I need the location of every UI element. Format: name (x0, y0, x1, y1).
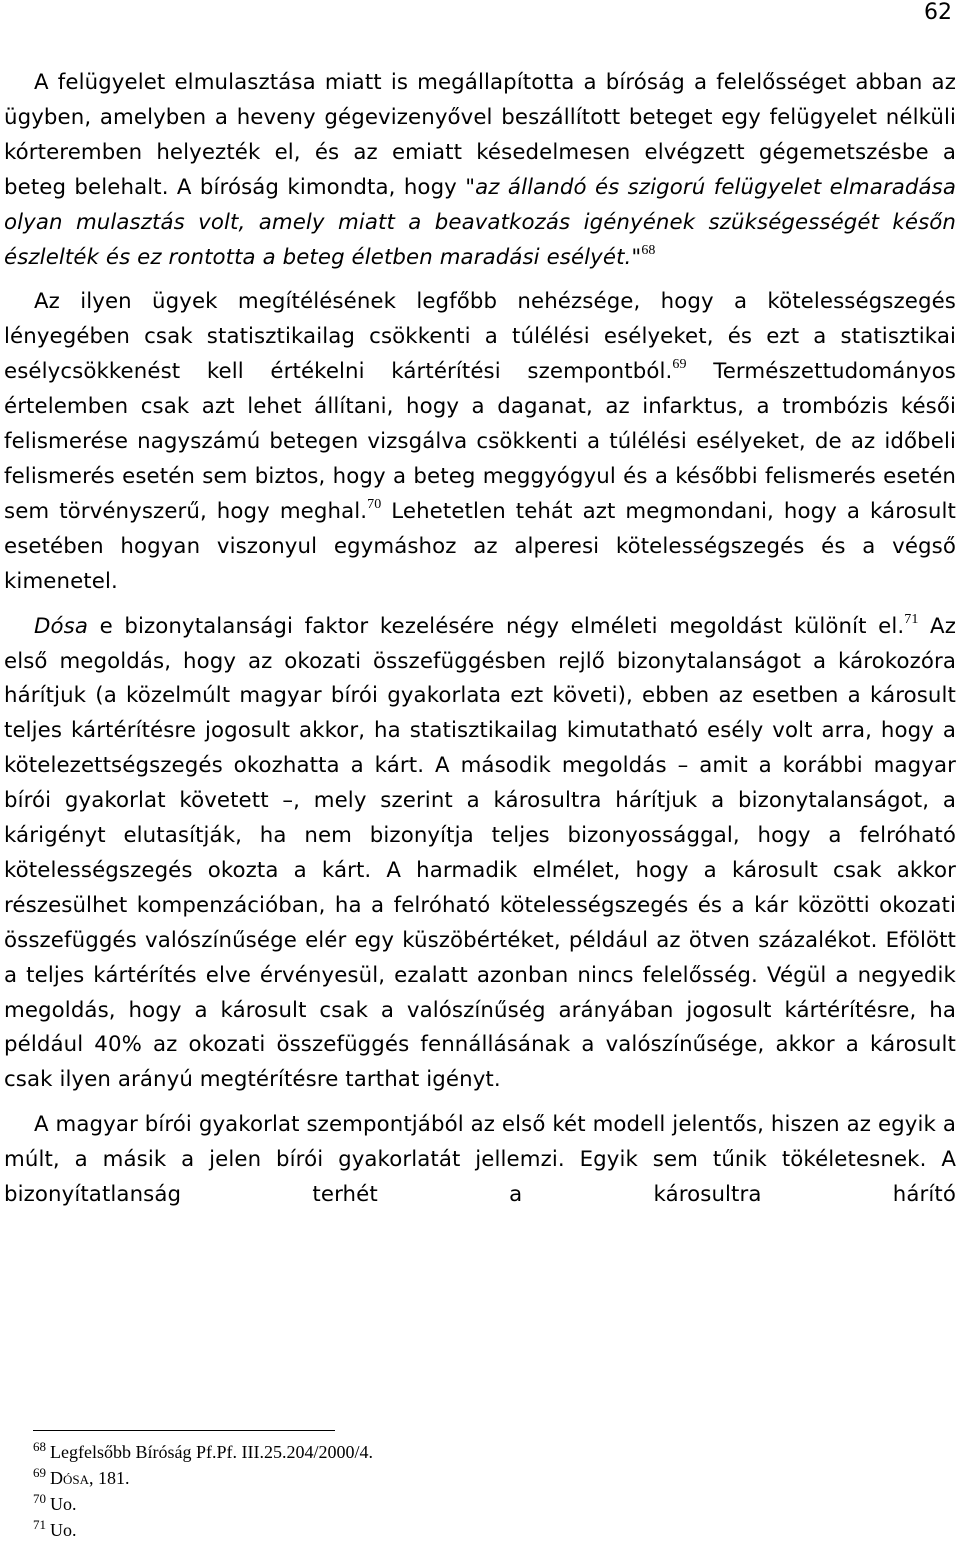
footnote-separator (33, 1430, 335, 1431)
paragraph-2-text-c: Lehetetlen tehát azt megmondani, hogy a károsult esetében hogyan viszonyul egymáshoz az alperesi kötelességszegés és a végső kimenetel. (4, 498, 956, 594)
footnote-number: 68 (33, 1439, 46, 1454)
page-number: 62 (924, 0, 952, 25)
paragraph-2-text-b: Természettudományos értelemben csak azt lehet állítani, hogy a daganat, az infarktus, a trombózis késői felismerése nagyszámú betegen vizsgálva csökkenti a túlélési esélyeket, de az időbeli felismerés esetén sem biztos, hogy a beteg meggyógyul és a későbbi felismerés esetén sem törvényszerű, hogy meghal. (4, 359, 957, 524)
footnote-71 (33, 1518, 833, 1544)
paragraph-2 (4, 285, 956, 599)
footnote-text: Uo. (50, 1520, 77, 1540)
footnotes (33, 1440, 833, 1544)
footnote-68 (33, 1440, 833, 1466)
court-quote: az állandó és szigorú felügyelet elmaradása olyan mulasztás volt, amely miatt a beavatkozás igényének szükségességét későn észlelték és ez rontotta a beteg életben maradási esélyét. (4, 174, 957, 270)
footnote-text: Uo. (50, 1494, 77, 1514)
footnote-ref-69[interactable]: 69 (672, 357, 687, 373)
footnote-ref-70[interactable]: 70 (367, 496, 382, 512)
body-text (4, 66, 956, 1213)
footnote-text: Legfelsőbb Bíróság Pf.Pf. III.25.204/2000/4. (50, 1442, 373, 1462)
footnote-text: , 181. (89, 1468, 130, 1488)
paragraph-4 (4, 1108, 956, 1213)
paragraph-4-text: A magyar bírói gyakorlat szempontjából az első két modell jelentős, hiszen az egyik a múlt, a másik a jelen bírói gyakorlatát jellemzi. Egyik sem tűnik tökéletesnek. A bizonyítatlanság terhét a károsultra hárító (4, 1112, 956, 1208)
footnote-number: 70 (33, 1491, 46, 1506)
paragraph-3 (4, 610, 956, 1099)
paragraph-2-text-a: Az ilyen ügyek megítélésének legfőbb nehézsége, hogy a kötelességszegés lényegében csak statisztikailag csökkenti a túlélési esélyeket, és ezt a statisztikai esélycsökkenést kell értékelni kártérítési szempontból. (4, 289, 956, 385)
paragraph-1-text: A felügyelet elmulasztása miatt is megállapította a bíróság a felelősséget abban az ügyben, amelyben a heveny gégevizenyővel beszállított beteget egy felügyelet nélküli kórteremben helyezték el, és az emiatt késedelmesen elvégzett gégemetszésbe a beteg belehalt. A bíróság kimondta, hogy " (4, 70, 956, 200)
footnote-number: 69 (33, 1465, 46, 1480)
footnote-69 (33, 1466, 833, 1492)
footnote-ref-71[interactable]: 71 (904, 611, 919, 627)
paragraph-1 (4, 66, 956, 275)
footnote-author: Dósa (50, 1468, 90, 1488)
footnote-ref-68[interactable]: 68 (641, 242, 656, 258)
paragraph-3-text-a: e bizonytalansági faktor kezelésére négy elméleti megoldást különít el. (87, 613, 905, 639)
paragraph-3-text-b: Az első megoldás, hogy az okozati összefüggésben rejlő bizonytalanságot a károkozóra hárítjuk (a közelmúlt magyar bírói gyakorlata ezt követi), ebben az esetben a károsult teljes kártérítésre jogosult akkor, ha statisztikailag kimutatható esély volt arra, hogy a kötelezettségszegés okozhatta a kárt. A második megoldás – amit a korábbi magyar bírói gyakorlat követett –, mely szerint a károsultra hárítjuk a bizonytalanságot, a kárigényt elutasítják, ha nem bizonyítja teljes bizonyossággal, hogy a felróható kötelességszegés okozta a kárt. A harmadik elmélet, hogy a károsult csak akkor részesülhet kompenzációban, ha a felróható kötelességszegés és a kár közötti okozati összefüggés valószínűsége elér egy küszöbértéket, például az ötven százalékot. Efölött a teljes kártérítés elve érvényesül, ezalatt azonban nincs felelősség. Végül a negyedik megoldás, hogy a károsult csak a valószínűség arányában jogosult kártérítésre, ha például 40% az okozati összefüggés fennállásának a valószínűsége, akkor a károsult csak ilyen arányú megtérítésre tarthat igényt. (4, 613, 956, 1093)
author-name: Dósa (34, 613, 88, 639)
quote-close: " (631, 244, 642, 270)
footnote-70 (33, 1492, 833, 1518)
footnote-number: 71 (33, 1517, 46, 1532)
